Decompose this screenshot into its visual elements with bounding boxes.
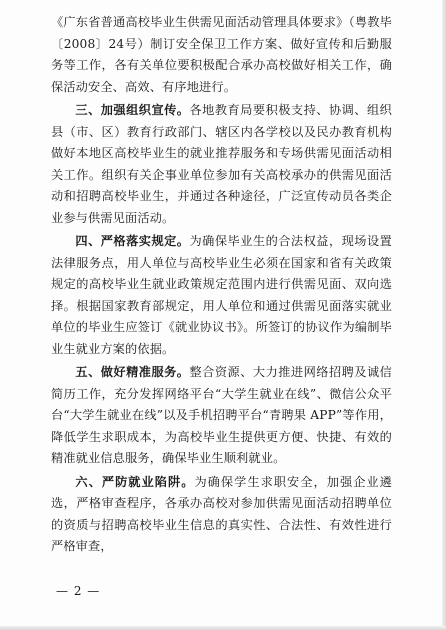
paragraph-4-text: 整合资源、大力推进网络招聘及诚信简历工作，充分发挥网络平台“大学生就业在线”、微信公众平台“大学生就业在线”以及手机招聘平台“青聘果 APP”等作用，降低学生求职成本，为高校毕业生提供更方便、快捷、有效的精准就业信息服务，确保毕业生顺利就业。 [51, 365, 392, 465]
page-edge-shadow-bottom [0, 626, 446, 630]
paragraph-2-text: 各地教育局要积极支持、协调、组织县（市、区）教育行政部门、辖区内各学校以及民办教育机构做好本地区高校毕业生的就业推荐服务和专场供需见面活动相关工作。组织有关企事业单位参加有关高校承办的供需见面活动和招聘高校毕业生，并通过各种途径，广泛宣传动员各类企业参与供需见面活动。 [51, 103, 392, 225]
paragraph-1-text: 《广东省普通高校毕业生供需见面活动管理具体要求》（粤教毕〔2008〕24号）制订安全保卫工作方案、做好宣传和后勤服务等工作，各有关单位要积极配合承办高校做好相关工作，确保活动安全、高效、有序地进行。 [51, 15, 392, 94]
paragraph-5 [51, 472, 392, 558]
paragraph-4 [51, 362, 392, 470]
paragraph-1 [51, 12, 392, 98]
page-number: — 2 — [56, 584, 101, 598]
paragraph-5-text: 为确保学生求职安全，加强企业遴选，严格审查程序，各承办高校对参加供需见面活动招聘单位的资质与招聘高校毕业生信息的真实性、合法性、有效性进行严格审查， [51, 474, 392, 553]
page-edge-shadow-right [442, 0, 446, 630]
paragraph-3 [51, 231, 392, 360]
document-body [51, 12, 392, 560]
section-heading-4: 四、严格落实规定。 [75, 234, 190, 248]
section-heading-5: 五、做好精准服务。 [75, 365, 190, 379]
section-heading-3: 三、加强组织宣传。 [75, 103, 190, 117]
section-heading-6: 六、严防就业陷阱。 [75, 474, 195, 489]
paragraph-3-text: 为确保毕业生的合法权益，现场设置法律服务点，用人单位与高校毕业生必须在国家和省有关政策规定的高校毕业生就业政策规定范围内进行供需见面、双向选择。根据国家教育部规定，用人单位和通过供需见面落实就业单位的毕业生应签订《就业协议书》。所签订的协议作为编制毕业生就业方案的依据。 [51, 234, 392, 356]
paragraph-2 [51, 100, 392, 229]
